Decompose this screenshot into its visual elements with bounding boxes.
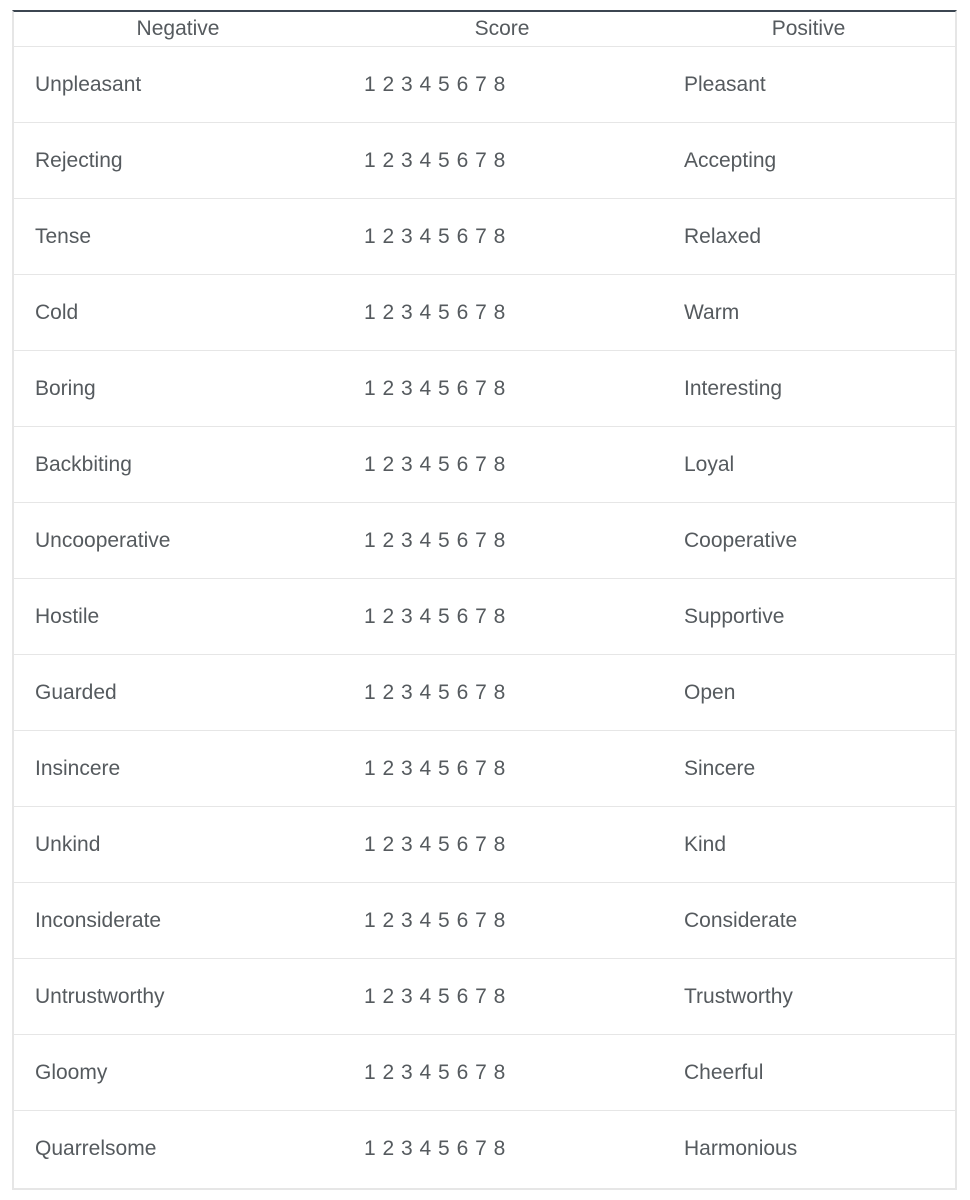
- negative-trait-cell: Hostile: [14, 579, 342, 655]
- score-scale-cell: 1 2 3 4 5 6 7 8: [342, 1035, 662, 1111]
- positive-trait-cell: Kind: [662, 807, 955, 883]
- score-scale-cell: 1 2 3 4 5 6 7 8: [342, 883, 662, 959]
- table-row: [14, 883, 955, 959]
- table-row: [14, 1035, 955, 1111]
- positive-trait-cell: Cooperative: [662, 503, 955, 579]
- positive-trait-cell: Cheerful: [662, 1035, 955, 1111]
- table-row: [14, 807, 955, 883]
- negative-trait-cell: Guarded: [14, 655, 342, 731]
- table-body: [14, 47, 955, 1187]
- score-scale-cell: 1 2 3 4 5 6 7 8: [342, 807, 662, 883]
- positive-trait-cell: Open: [662, 655, 955, 731]
- positive-trait-cell: Warm: [662, 275, 955, 351]
- table-row: [14, 47, 955, 123]
- positive-trait-cell: Sincere: [662, 731, 955, 807]
- table-row: [14, 1111, 955, 1187]
- header-row: [14, 12, 955, 47]
- score-scale-cell: 1 2 3 4 5 6 7 8: [342, 123, 662, 199]
- negative-trait-cell: Inconsiderate: [14, 883, 342, 959]
- positive-trait-cell: Loyal: [662, 427, 955, 503]
- negative-trait-cell: Gloomy: [14, 1035, 342, 1111]
- table-row: [14, 731, 955, 807]
- table-row: [14, 275, 955, 351]
- positive-trait-cell: Relaxed: [662, 199, 955, 275]
- table-row: [14, 123, 955, 199]
- negative-trait-cell: Unpleasant: [14, 47, 342, 123]
- table-row: [14, 351, 955, 427]
- positive-trait-cell: Considerate: [662, 883, 955, 959]
- score-scale-cell: 1 2 3 4 5 6 7 8: [342, 579, 662, 655]
- rating-scale-table: [14, 12, 955, 1186]
- negative-trait-cell: Tense: [14, 199, 342, 275]
- negative-trait-cell: Untrustworthy: [14, 959, 342, 1035]
- score-scale-cell: 1 2 3 4 5 6 7 8: [342, 199, 662, 275]
- table-header: [14, 12, 955, 47]
- score-scale-cell: 1 2 3 4 5 6 7 8: [342, 731, 662, 807]
- table-row: [14, 959, 955, 1035]
- score-scale-cell: 1 2 3 4 5 6 7 8: [342, 503, 662, 579]
- score-scale-cell: 1 2 3 4 5 6 7 8: [342, 47, 662, 123]
- negative-trait-cell: Insincere: [14, 731, 342, 807]
- table-row: [14, 503, 955, 579]
- negative-trait-cell: Unkind: [14, 807, 342, 883]
- positive-trait-cell: Trustworthy: [662, 959, 955, 1035]
- score-scale-cell: 1 2 3 4 5 6 7 8: [364, 1136, 506, 1160]
- table-row: [14, 579, 955, 655]
- header-score: Score: [342, 12, 662, 47]
- positive-trait-cell: Supportive: [662, 579, 955, 655]
- header-negative: Negative: [14, 12, 342, 47]
- header-positive: Positive: [662, 12, 955, 47]
- rating-scale-table-container: [12, 10, 957, 1190]
- positive-trait-cell: Harmonious: [684, 1136, 798, 1160]
- positive-trait-cell: Pleasant: [662, 47, 955, 123]
- negative-trait-cell: Quarrelsome: [35, 1136, 157, 1160]
- positive-trait-cell: Interesting: [662, 351, 955, 427]
- table-row: [14, 655, 955, 731]
- score-scale-cell: 1 2 3 4 5 6 7 8: [342, 351, 662, 427]
- table-row: [14, 199, 955, 275]
- negative-trait-cell: Rejecting: [14, 123, 342, 199]
- score-scale-cell: 1 2 3 4 5 6 7 8: [342, 427, 662, 503]
- score-scale-cell: 1 2 3 4 5 6 7 8: [342, 275, 662, 351]
- score-scale-cell: 1 2 3 4 5 6 7 8: [342, 959, 662, 1035]
- negative-trait-cell: Uncooperative: [14, 503, 342, 579]
- negative-trait-cell: Backbiting: [14, 427, 342, 503]
- negative-trait-cell: Boring: [14, 351, 342, 427]
- positive-trait-cell: Accepting: [662, 123, 955, 199]
- table-row: [14, 427, 955, 503]
- negative-trait-cell: Cold: [14, 275, 342, 351]
- score-scale-cell: 1 2 3 4 5 6 7 8: [342, 655, 662, 731]
